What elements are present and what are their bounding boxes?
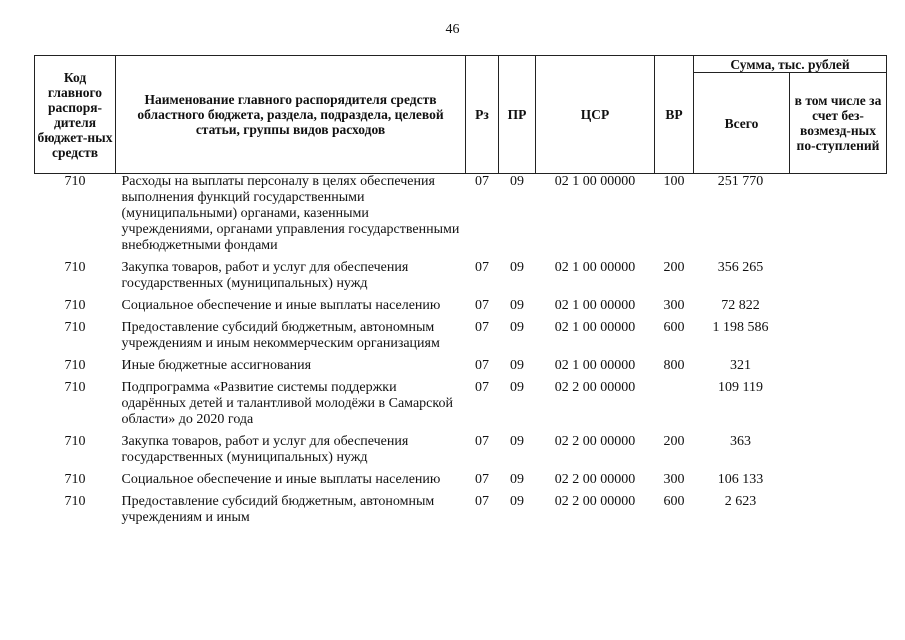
cell-rz: 07 bbox=[475, 434, 489, 449]
cell-rz: 07 bbox=[475, 298, 489, 313]
cell-incl bbox=[790, 320, 887, 358]
cell-total: 106 133 bbox=[717, 472, 764, 487]
cell-name: Расходы на выплаты персоналу в целях обеспечения выполнения функций государственными (муниципальными) органами, казенными учреждениями, органами управления государственными внебюджетными фондами bbox=[121, 174, 460, 253]
cell-pr: 09 bbox=[510, 380, 524, 395]
cell-vr: 300 bbox=[663, 472, 685, 487]
cell-code: 710 bbox=[64, 260, 86, 275]
cell-rz: 07 bbox=[475, 358, 489, 373]
cell-name: Закупка товаров, работ и услуг для обеспечения государственных (муниципальных) нужд bbox=[121, 434, 409, 465]
cell-vr: 200 bbox=[663, 260, 685, 275]
header-code: Код главного распоря-дителя бюджет-ных средств bbox=[35, 56, 116, 174]
table-row bbox=[35, 320, 887, 358]
header-name: Наименование главного распорядителя средств областного бюджета, раздела, подраздела, целевой статьи, группы видов расходов bbox=[116, 56, 466, 174]
header-total: Всего bbox=[694, 73, 790, 174]
cell-total: 363 bbox=[730, 434, 751, 449]
cell-incl bbox=[790, 434, 887, 472]
cell-total: 1 198 586 bbox=[712, 320, 769, 335]
table-row bbox=[35, 358, 887, 380]
cell-csr: 02 1 00 00000 bbox=[554, 358, 636, 373]
header-csr: ЦСР bbox=[536, 56, 655, 174]
table-row bbox=[35, 434, 887, 472]
cell-code: 710 bbox=[64, 358, 86, 373]
cell-name: Предоставление субсидий бюджетным, автономным учреждениям и иным bbox=[121, 494, 435, 525]
cell-incl bbox=[790, 358, 887, 380]
cell-code: 710 bbox=[64, 380, 86, 395]
cell-pr: 09 bbox=[510, 260, 524, 275]
table-header-row bbox=[35, 56, 887, 73]
table-row bbox=[35, 298, 887, 320]
cell-incl bbox=[790, 298, 887, 320]
cell-csr: 02 1 00 00000 bbox=[554, 260, 636, 275]
cell-name: Закупка товаров, работ и услуг для обеспечения государственных (муниципальных) нужд bbox=[121, 260, 409, 291]
cell-name: Социальное обеспечение и иные выплаты населению bbox=[121, 472, 441, 487]
cell-pr: 09 bbox=[510, 358, 524, 373]
cell-csr: 02 2 00 00000 bbox=[554, 472, 636, 487]
table-row bbox=[35, 260, 887, 298]
cell-vr: 100 bbox=[663, 174, 685, 189]
header-incl: в том числе за счет без-возмезд-ных по-ступлений bbox=[790, 73, 887, 174]
cell-rz: 07 bbox=[475, 380, 489, 395]
cell-vr: 600 bbox=[663, 320, 685, 335]
cell-pr: 09 bbox=[510, 434, 524, 449]
cell-vr: 200 bbox=[663, 434, 685, 449]
cell-vr: 800 bbox=[663, 358, 685, 373]
cell-total: 321 bbox=[730, 358, 751, 373]
cell-total: 251 770 bbox=[717, 174, 764, 189]
header-vr: ВР bbox=[655, 56, 694, 174]
cell-code: 710 bbox=[64, 494, 86, 509]
cell-rz: 07 bbox=[475, 260, 489, 275]
table-row bbox=[35, 494, 887, 532]
cell-vr bbox=[655, 380, 694, 434]
cell-pr: 09 bbox=[510, 320, 524, 335]
cell-csr: 02 1 00 00000 bbox=[554, 174, 636, 189]
cell-incl bbox=[790, 174, 887, 261]
budget-table bbox=[34, 55, 887, 532]
cell-rz: 07 bbox=[475, 174, 489, 189]
cell-name: Иные бюджетные ассигнования bbox=[121, 358, 312, 373]
cell-pr: 09 bbox=[510, 494, 524, 509]
cell-pr: 09 bbox=[510, 174, 524, 189]
cell-pr: 09 bbox=[510, 298, 524, 313]
header-sum-group: Сумма, тыс. рублей bbox=[694, 56, 887, 73]
cell-csr: 02 2 00 00000 bbox=[554, 494, 636, 509]
cell-code: 710 bbox=[64, 174, 86, 189]
cell-csr: 02 1 00 00000 bbox=[554, 320, 636, 335]
cell-incl bbox=[790, 380, 887, 434]
cell-total: 2 623 bbox=[724, 494, 757, 509]
table-row bbox=[35, 380, 887, 434]
cell-code: 710 bbox=[64, 320, 86, 335]
header-pr: ПР bbox=[499, 56, 536, 174]
page-number: 46 bbox=[445, 22, 460, 37]
cell-rz: 07 bbox=[475, 472, 489, 487]
cell-csr: 02 2 00 00000 bbox=[554, 380, 636, 395]
cell-csr: 02 2 00 00000 bbox=[554, 434, 636, 449]
table-row bbox=[35, 472, 887, 494]
cell-total: 356 265 bbox=[717, 260, 764, 275]
cell-code: 710 bbox=[64, 472, 86, 487]
cell-incl bbox=[790, 260, 887, 298]
header-rz: Рз bbox=[466, 56, 499, 174]
cell-total: 109 119 bbox=[718, 380, 763, 395]
cell-code: 710 bbox=[64, 298, 86, 313]
cell-incl bbox=[790, 494, 887, 532]
cell-total: 72 822 bbox=[721, 298, 760, 313]
cell-csr: 02 1 00 00000 bbox=[554, 298, 636, 313]
cell-name: Социальное обеспечение и иные выплаты населению bbox=[121, 298, 441, 313]
cell-incl bbox=[790, 472, 887, 494]
cell-name: Предоставление субсидий бюджетным, автономным учреждениям и иным некоммерческим организациям bbox=[121, 320, 440, 351]
cell-name: Подпрограмма «Развитие системы поддержки одарённых детей и талантливой молодёжи в Самарской области» до 2020 года bbox=[121, 380, 453, 427]
cell-pr: 09 bbox=[510, 472, 524, 487]
cell-vr: 300 bbox=[663, 298, 685, 313]
table-row bbox=[35, 174, 887, 261]
cell-vr: 600 bbox=[663, 494, 685, 509]
cell-code: 710 bbox=[64, 434, 86, 449]
cell-rz: 07 bbox=[475, 320, 489, 335]
cell-rz: 07 bbox=[475, 494, 489, 509]
